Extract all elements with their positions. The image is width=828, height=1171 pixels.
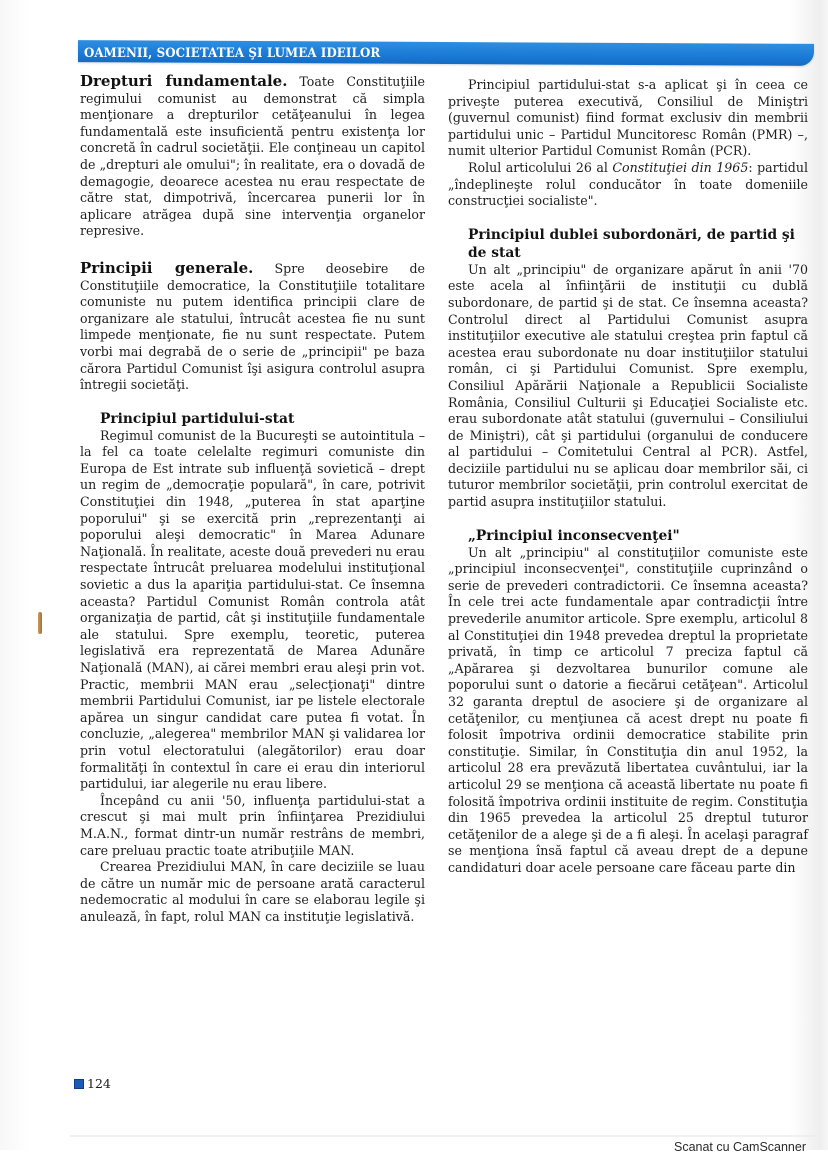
paragraph: Regimul comunist de la Bucureşti se autointitula – la fel ca toate celelalte regimuri comuniste din Europa de Est intrate sub influenţă sovietică – drept un regim de „democraţie populară", în care, potrivit Constituţiei din 1948, „puterea în stat aparţine poporului" şi se exercită prin „reprezentanţi ai poporului aleşi democratic" în Marea Adunare Naţională. În realitate, aceste două prevederi nu erau respectate întrucât preluarea modelului instituţional sovietic a dus la apariţia partidului-stat. Ce însemna aceasta? Partidul Comunist Român controla atât organizaţia de partid, cât şi instituţiile fundamentale ale statului. Spre exemplu, teoretic, puterea legislativă era reprezentată de Marea Adunăre Naţională (MAN), ai cărei membri erau aleşi prin vot. Practic, membrii MAN erau „selecţionaţi" dintre membrii Partidului Comunist, iar pe listele electorale apărea un singur candidat care putea fi votat. În concluzie, „alegerea" membrilor MAN şi validarea lor prin votul electoratului (alegătorilor) erau doar formalităţi în contextul în care ei erau din interiorul partidului, iar alegerile nu erau libere. (80, 427, 425, 792)
paragraph: Începând cu anii '50, influenţa partidului-stat a crescut şi mai mult prin înfiinţarea Prezidiului M.A.N., format dintr-un număr restrâns de membri, care preluau practic toate atribuţiile MAN. (80, 792, 425, 858)
chapter-header-title: OAMENII, SOCIETATEA ŞI LUMEA IDEILOR (84, 45, 381, 60)
left-column (80, 73, 425, 926)
paragraph: Principiul partidului-stat s-a aplicat şi în ceea ce priveşte puterea executivă, Consiliul de Miniştri (guvernul comunist) fiind format exclusiv din membrii partidului unic – Partidul Muncitoresc Român (PMR) –, numit ulterior Partidul Comunist Român (PCR). (448, 77, 808, 159)
heading-dublei-subordonari: Principiul dublei subordonări, de partid şi de stat (468, 226, 795, 261)
right-column (448, 77, 808, 877)
section-principii-generale (80, 260, 425, 394)
text-span: : partidul „îndeplineşte rolul conducător în toate domeniile construcţiei socialiste". (448, 159, 808, 209)
page-number-value: 124 (87, 1076, 111, 1091)
constitution-1965-title: Constituţiei din 1965 (612, 159, 749, 175)
section-lead-principii: Principii generale. (80, 258, 254, 277)
page-bottom-edge (70, 1135, 815, 1137)
blue-square-icon (74, 1079, 84, 1089)
paragraph: Crearea Prezidiului MAN, în care deciziile se luau de către un număr mic de persoane arată caracterul nedemocratic al modului în care se elaborau legile şi anulează, în fapt, rolul MAN ca instituţie legislativă. (80, 859, 425, 924)
camscanner-watermark: Scanat cu CamScanner (673, 1140, 806, 1154)
paragraph-article-26 (448, 160, 808, 210)
paragraph: Un alt „principiu" al constituţiilor comuniste este „principiul inconsecvenţei", constituţiile cuprinzând o serie de prevederi contradictorii. Ce însemna aceasta? În cele trei acte fundamentale apar contradicţii între prevederile anumitor articole. Spre exemplu, articolul 8 al Constituţiei din 1948 prevedea dreptul la proprietate privată, în timp ce articolul 7 preciza faptul că „Apărarea şi dezvoltarea bunurilor comune ale poporului sunt o datorie a fiecărui cetăţean". Articolul 32 garanta dreptul de asociere şi de organizare al cetăţenilor, cu menţiunea că acest drept nu poate fi folosit împotriva ordinii democratice stabilite prin constituţie. Similar, în Constituţia din anul 1952, la articolul 28 era prevăzută libertatea cuvântului, iar la articolul 29 se menţiona că această libertate nu poate fi folosită împotriva ordinii instituite de regim. Constituţia din 1965 prevedea la articolul 25 dreptul tuturor cetăţenilor de a alege şi de a fi aleşi. În acelaşi paragraf se menţiona însă faptul că aveau drept de a depune candidaturi doar acele persoane care făceau parte din (448, 544, 808, 875)
page-number (74, 1076, 111, 1091)
heading-inconsecventei: „Principiul inconsecvenţei" (468, 527, 680, 544)
section-text-drepturi: Toate Constituţiile regimului comunist au demonstrat că simpla menţionare a drepturilor cetăţeanului în legea fundamentală este insuficientă pentru existenţa lor concretă în cadrul societăţii. Ele conţineau un capitol de „drepturi ale omului"; în realitate, era o dovadă de demagogie, deoarece acestea nu erau respectate de către stat, dimpotrivă, încercarea punerii lor în aplicare atrăgea după sine intervenţia organelor represive. (80, 74, 425, 239)
section-text-principii: Spre deosebire de Constituţiile democratice, la Constituţiile totalitare comuniste nu putem identifica principii clare de organizare ale statului, întrucât acestea fie nu sunt limpede menţionate, fie nu sunt respectate. Putem vorbi mai degrabă de o serie de „principii" pe baza cărora Partidul Comunist îşi asigura controlul asupra întregii societăţi. (80, 260, 425, 393)
section-drepturi-fundamentale (80, 73, 425, 240)
section-lead-drepturi: Drepturi fundamentale. (80, 72, 288, 90)
page-edge-mark (38, 612, 42, 634)
paragraph: Un alt „principiu" de organizare apărut în anii '70 este acela al înfiinţării de instituţii cu dublă subordonare, de partid şi de stat. Ce însemna aceasta? Controlul direct al Partidului Comunist asupra instituţiilor executive ale statului creştea prin faptul că acestea erau subordonate nu doar instituţiilor statului român, ci şi Partidului Comunist. Spre exemplu, Consiliul Apărării Naţionale a Republicii Socialiste România, Consiliul Culturii şi Educaţiei Socialiste etc. erau subordonate atât statului (guvernului – Consiliului de Miniştri), cât şi partidului (organului de conducere al partidului – Comitetului Central al PCR). Astfel, deciziile partidului nu se aplicau doar membrilor săi, ci tuturor membrilor societăţii, prin controlul exercitat de partid asupra instituţiilor statului. (448, 261, 808, 510)
text-span: Rolul articolului 26 al (468, 159, 613, 175)
heading-partidului-stat: Principiul partidului-stat (100, 410, 295, 427)
